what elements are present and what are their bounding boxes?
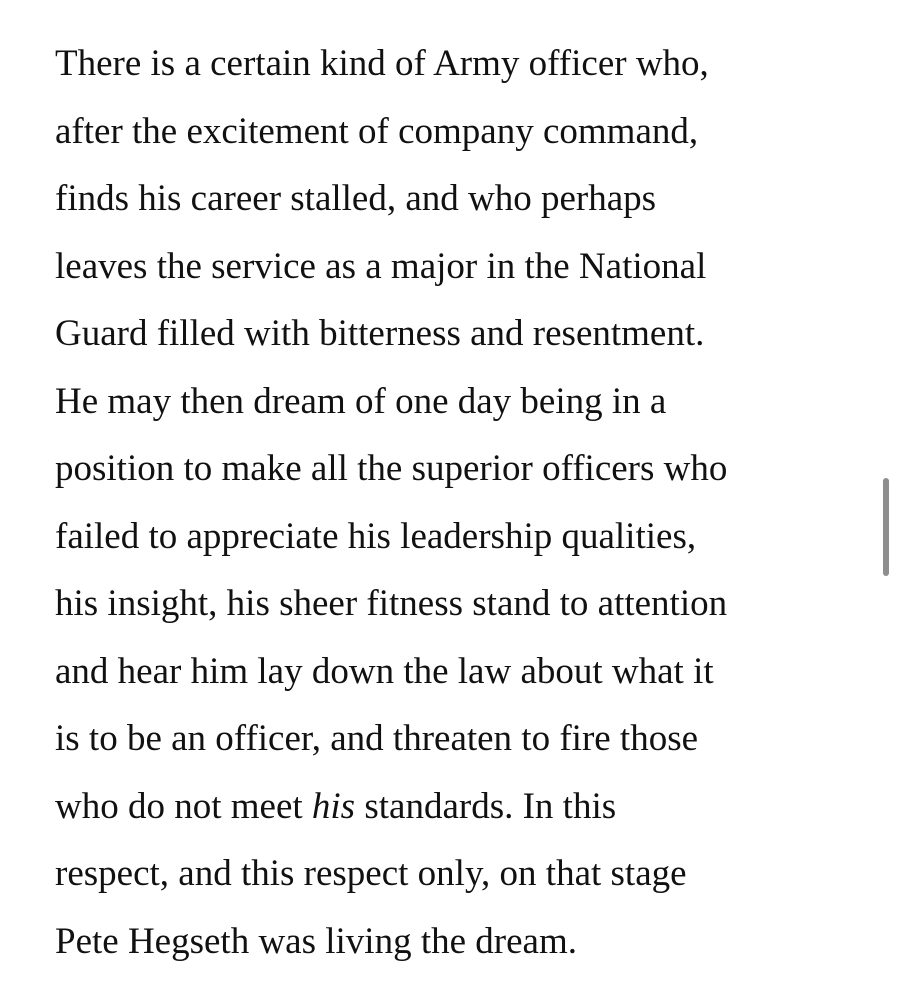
emphasized-word: his	[311, 785, 356, 827]
paragraph-line: his insight, his sheer fitness stand to attention	[55, 583, 728, 624]
line-text-before-emphasis: who do not meet	[55, 785, 312, 827]
paragraph-line: and hear him lay down the law about what it	[55, 650, 714, 692]
paragraph-line: after the excitement of company command,	[55, 110, 699, 152]
line-text-after-emphasis: standards. In this	[355, 785, 617, 827]
paragraph-line: Pete Hegseth was living the dream.	[55, 920, 577, 962]
paragraph-line: leaves the service as a major in the National	[55, 245, 707, 287]
paragraph-line: He may then dream of one day being in a	[55, 380, 667, 422]
paragraph-line: finds his career stalled, and who perhaps	[55, 178, 657, 219]
paragraph-line: respect, and this respect only, on that stage	[55, 853, 687, 894]
paragraph-line: is to be an officer, and threaten to fire those	[55, 718, 699, 759]
paragraph-line: There is a certain kind of Army officer who,	[55, 43, 709, 84]
paragraph-line: Guard filled with bitterness and resentment.	[55, 313, 705, 354]
article-paragraph	[55, 30, 875, 975]
paragraph-line: position to make all the superior officers who	[55, 448, 728, 489]
paragraph-line: failed to appreciate his leadership qualities,	[55, 515, 697, 557]
paragraph-line	[55, 773, 875, 841]
scrollbar-thumb[interactable]	[883, 478, 889, 576]
